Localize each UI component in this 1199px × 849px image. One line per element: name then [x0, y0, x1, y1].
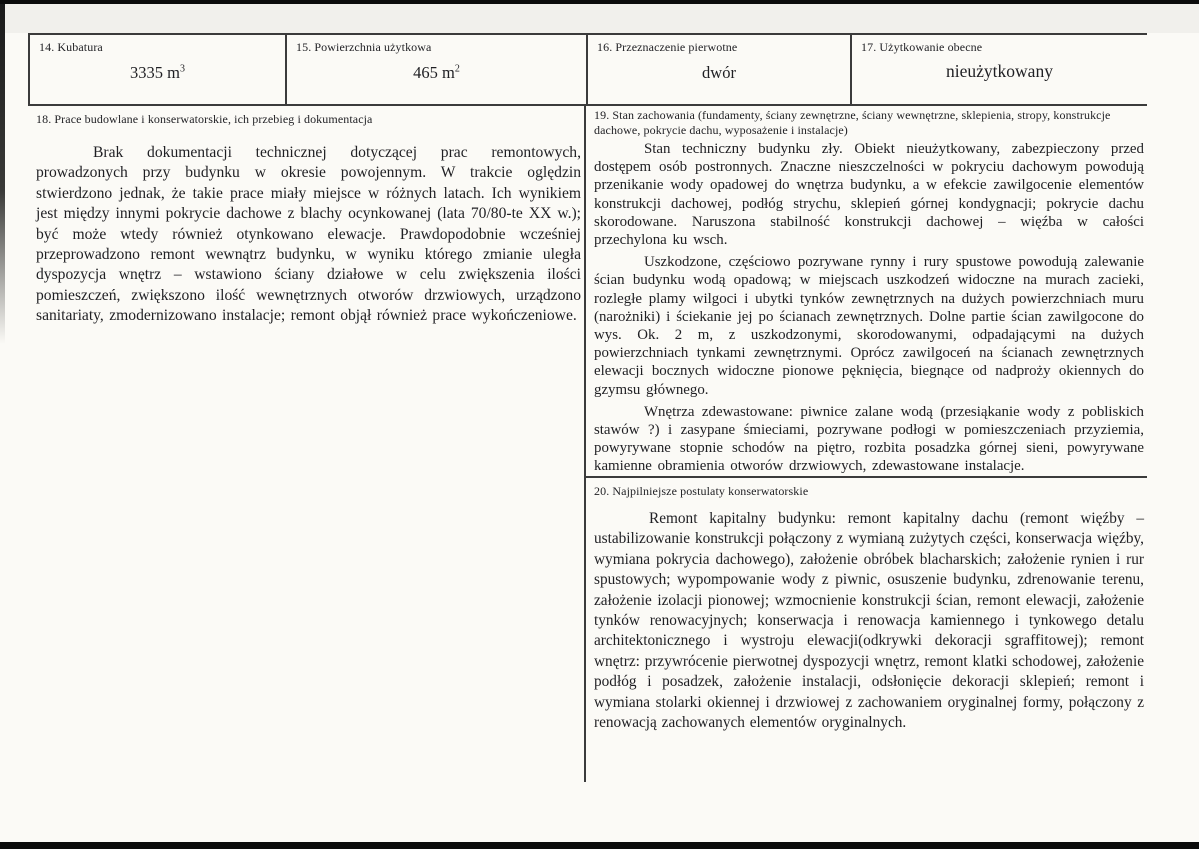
section-20-paragraph: Remont kapitalny budynku: remont kapitalny dachu (remont więźby – ustabilizowanie konstrukcji połączony z wymianą zużytych części, konserwacja więźby, wymiana pokrycia dachowego), założenie obróbek blacharskich; założenie rynien i rur spustowych; wypompowanie wody z piwnic, osuszenie budynku, zdrenowanie terenu, założenie izolacji pionowej; wzmocnienie konstrukcji ścian, remont elewacji, założenie tynków renowacyjnych; konserwacja i renowacja kamiennego i tynkowego detalu architektonicznego i wystroju elewacji(odkrywki dekoracji sgraffitowej); remont wnętrz: przywrócenie pierwotnej dyspozycji wnętrz, remont klatki schodowej, założenie podłóg i posadzek, założenie instalacji, odsłonięcie dekoracji sklepień; remont i wymiana stolarki okiennej i drzwiowej z zachowaniem oryginalnej formy, połączony z renowacją zachowanych elementów oryginalnych.	[594, 510, 1144, 732]
field-powierzchnia-label: 15. Powierzchnia użytkowa	[296, 40, 432, 54]
field-powierzchnia	[285, 35, 586, 104]
scan-top-margin	[5, 4, 1199, 33]
field-uzytkowanie-label: 17. Użytkowanie obecne	[861, 40, 983, 54]
section-18-paragraph: Brak dokumentacji technicznej dotyczącej prac remontowych, prowadzonych przy budynku w okresie powojennym. W trakcie oględzin stwierdzono jednak, że takie prace miały miejsce w różnych latach. Ich wynikiem jest między innymi pokrycie dachowe z blachy ocynkowanej (lata 70/80-te XX w.); być może wtedy również otynkowano elewacje. Prawdopodobnie wcześniej przeprowadzono remont wewnątrz budynku, w wyniku którego zmianie uległa dyspozycja wnętrz – wstawiono ściany działowe w celu zwiększenia ilości pomieszczeń, zwiększono ilość wewnętrznych otworów drzwiowych, urządzono sanitariaty, zmodernizowano instalacje; remont objął również prace wykończeniowe.	[36, 144, 581, 325]
section-18-prace-budowlane	[36, 112, 581, 327]
field-przeznaczenie-label: 16. Przeznaczenie pierwotne	[597, 40, 738, 54]
field-kubatura-value-text: 3335 m	[130, 63, 180, 82]
column-divider-line	[584, 104, 586, 782]
field-przeznaczenie-value: dwór	[702, 63, 736, 82]
field-kubatura	[30, 35, 285, 104]
field-kubatura-label: 14. Kubatura	[39, 40, 103, 54]
field-powierzchnia-value-text: 465 m	[413, 63, 455, 82]
section-19-20-divider-line	[584, 476, 1147, 478]
form-header-row	[28, 33, 1147, 106]
section-20-heading: 20. Najpilniejsze postulaty konserwatorskie	[594, 484, 809, 498]
section-19-paragraph-1: Stan techniczny budynku zły. Obiekt nieużytkowany, zabezpieczony przed dostępem osób postronnych. Znaczne nieszczelności w pokryciu dachowym powodują przenikanie wody opadowej do wnętrza budynku, a w efekcie zawilgocenie elementów konstrukcji dachowej, podłóg strychu, sklepień górnej kondygnacji; pokrycie dachu skorodowane. Naruszona stabilność konstrukcji dachowej – więźba w całości przechylona ku wsch.	[594, 141, 1144, 249]
field-kubatura-value-sup: 3	[179, 63, 185, 75]
section-19-stan-zachowania	[594, 108, 1144, 476]
scan-edge-left	[0, 4, 5, 344]
field-kubatura-value	[39, 63, 276, 83]
section-19-heading: 19. Stan zachowania (fundamenty, ściany zewnętrzne, ściany wewnętrzne, sklepienia, stropy, konstrukcje dachowe, pokrycie dachu, wyposażenie i instalacje)	[594, 108, 1111, 137]
field-przeznaczenie	[586, 35, 850, 104]
field-uzytkowanie	[850, 35, 1147, 104]
scan-edge-bottom	[0, 842, 1199, 849]
section-20-postulaty	[594, 484, 1144, 733]
section-18-heading: 18. Prace budowlane i konserwatorskie, ich przebieg i dokumentacja	[36, 112, 373, 126]
field-uzytkowanie-value: nieużytkowany	[946, 61, 1053, 81]
section-19-paragraph-3: Wnętrza zdewastowane: piwnice zalane wodą (przesiąkanie wody z pobliskich stawów ?) i zasypane śmieciami, pozrywane podłogi w pomieszczeniach przyziemia, powyrywane stopnie schodów na piętro, rozbita posadzka górnej sieni, powyrywane kamienne obramienia otworów drzwiowych, zdewastowane instalacje.	[594, 403, 1144, 475]
section-19-paragraph-2: Uszkodzone, częściowo pozrywane rynny i rury spustowe powodują zalewanie ścian budynku wodą opadową; w miejscach uszkodzeń widoczne na murach zacieki, rozległe plamy wilgoci i ubytki tynków zewnętrznych na dużych powierzchniach muru (narożniki) i ściekanie jej po ścianach zewnętrznych. Dolne partie ścian zawilgocone do wys. Ok. 2 m, z uszkodzonymi, skorodowanymi, odpadającymi na dużych powierzchniach tynkami zewnętrznymi. Oprócz zawilgoceń na ścianach zewnętrznych elewacji bocznych widoczne pionowe pęknięcia, biegnące od nadproży okiennych do gzymsu głównego.	[594, 254, 1144, 398]
field-powierzchnia-value	[296, 63, 577, 83]
field-powierzchnia-value-sup: 2	[454, 63, 460, 75]
